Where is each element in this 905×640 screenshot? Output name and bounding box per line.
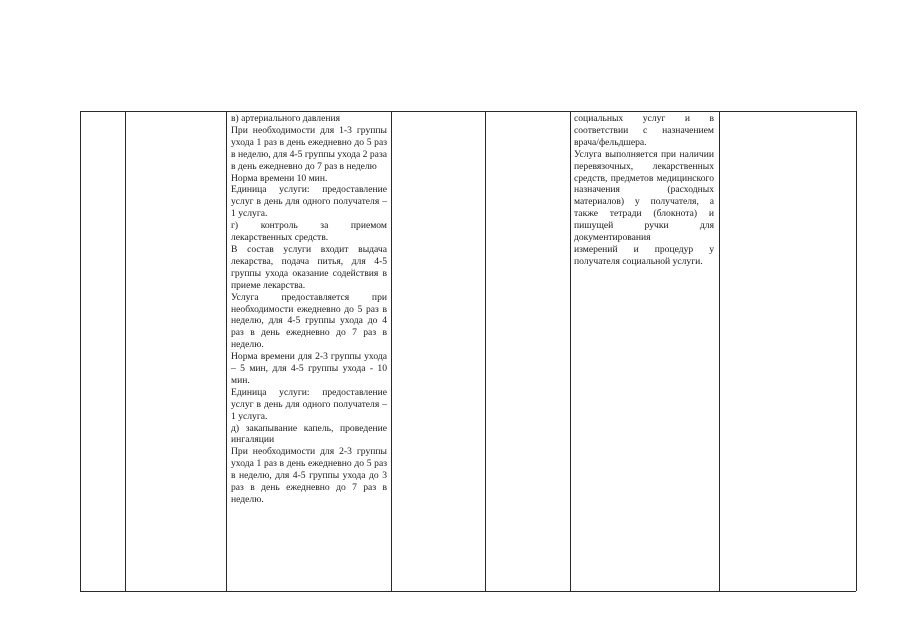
table-bottom-border: [80, 591, 856, 592]
services-description-cell: [231, 113, 387, 506]
table-column-border: [226, 111, 227, 591]
table-column-border: [485, 111, 486, 591]
service-paragraph: д) закапывание капель, проведение ингаляции: [231, 422, 387, 446]
table-column-border: [391, 111, 392, 591]
service-paragraph: Норма времени 10 мин.: [231, 172, 328, 184]
service-paragraph: г) контроль за приемом лекарственных средств.: [231, 220, 387, 244]
condition-paragraph: социальных услуг и в соответствии с назначением врача/фельдшера.: [574, 113, 714, 148]
condition-paragraph: Услуга выполняется при наличии перевязочных, лекарственных средств, предметов медицинского назначения (расходных материалов) у получателя, а также тетради (блокнота) и пишущей ручки для документирования: [574, 148, 714, 244]
service-paragraph: Норма времени для 2-3 группы ухода – 5 мин, для 4-5 группы ухода - 10 мин.: [231, 351, 387, 386]
table-column-border: [125, 111, 126, 591]
service-paragraph: в) артериального давления: [231, 113, 341, 124]
service-paragraph: При необходимости для 2-3 группы ухода 1 раз в день ежедневно до 5 раз в неделю, для 4-5 группы ухода до 3 раз в день ежедневно до 7 раз в неделю.: [231, 446, 387, 505]
table-column-border: [856, 111, 857, 591]
service-paragraph: Единица услуги: предоставление услуг в день для одного получателя – 1 услуга.: [231, 386, 387, 422]
service-paragraph: Единица услуги: предоставление услуг в день для одного получателя – 1 услуга.: [231, 184, 387, 220]
conditions-cell: [574, 113, 714, 268]
service-paragraph: При необходимости для 1-3 группы ухода 1 раз в день ежедневно до 5 раз в неделю, для 4-5 группы ухода 2 раза в день ежедневно до 7 раз в неделю: [231, 124, 387, 172]
table-column-border: [570, 111, 571, 591]
service-paragraph: В состав услуги входит выдача лекарства, подача питья, для 4-5 группы ухода оказание содействия в приеме лекарства.: [231, 243, 387, 291]
service-paragraph: Услуга предоставляется при необходимости ежедневно до 5 раз в неделю, для 4-5 группы ухода до 4 раз в день ежедневно до 7 раз в неделю.: [231, 291, 387, 351]
condition-paragraph: измерений и процедур у получателя социальной услуги.: [574, 243, 714, 267]
table-column-border: [80, 111, 81, 591]
table-top-border: [80, 111, 856, 112]
table-column-border: [719, 111, 720, 591]
